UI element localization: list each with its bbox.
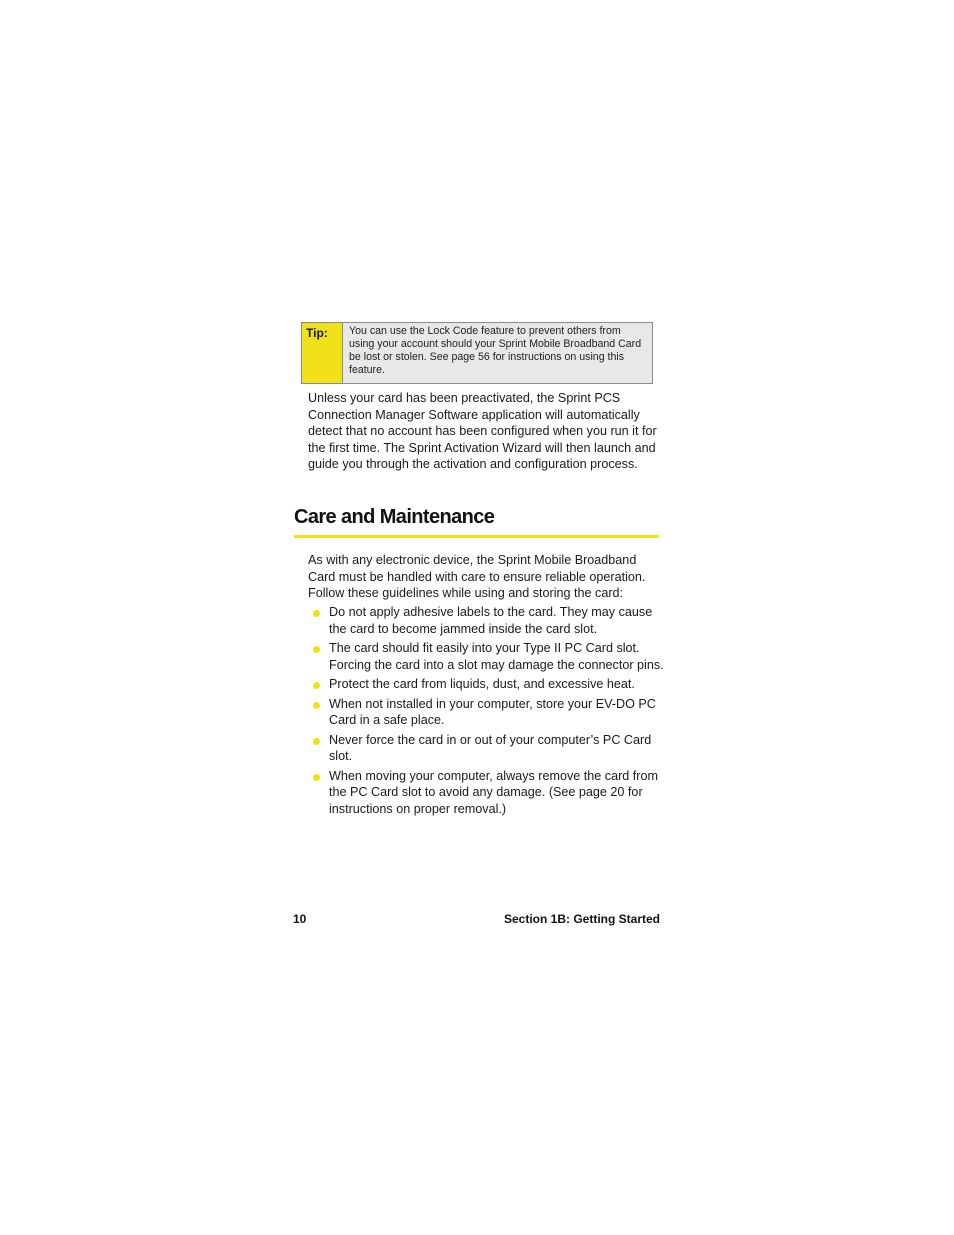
intro-paragraph: Unless your card has been preactivated, the Sprint PCS Connection Manager Software application will automatically detect that no account has been configured when you run it for the first time. The Sprint Activation Wizard will then launch and guide you through the activation and configuration process. bbox=[308, 391, 657, 471]
bullet-icon bbox=[313, 682, 320, 689]
tip-box bbox=[301, 322, 653, 384]
bullet-icon bbox=[313, 774, 320, 781]
bullet-icon bbox=[313, 610, 320, 617]
care-paragraph: As with any electronic device, the Sprint Mobile Broadband Card must be handled with care to ensure reliable operation. Follow these guidelines while using and storing the card: bbox=[308, 553, 646, 600]
section-label: Section 1B: Getting Started bbox=[503, 912, 660, 926]
list-item bbox=[312, 604, 664, 637]
bullet-icon bbox=[313, 702, 320, 709]
list-item bbox=[312, 696, 664, 729]
tip-text: You can use the Lock Code feature to prevent others from using your account should your Sprint Mobile Broadband Card be lost or stolen. See page 56 for instructions on using this feature. bbox=[349, 325, 642, 376]
list-item-text: When not installed in your computer, store your EV-DO PC Card in a safe place. bbox=[329, 696, 656, 727]
list-item bbox=[312, 676, 664, 693]
tip-label: Tip: bbox=[302, 323, 343, 383]
bullet-icon bbox=[313, 646, 320, 653]
list-item-text: The card should fit easily into your Type II PC Card slot. Forcing the card into a slot may damage the connector pins. bbox=[329, 641, 664, 672]
bullet-icon bbox=[313, 738, 320, 745]
list-item-text: Never force the card in or out of your computer’s PC Card slot. bbox=[329, 732, 652, 763]
list-item-text: Do not apply adhesive labels to the card. They may cause the card to become jammed inside the card slot. bbox=[329, 605, 653, 636]
list-item-text: Protect the card from liquids, dust, and excessive heat. bbox=[329, 677, 635, 691]
list-item bbox=[312, 732, 664, 765]
section-heading: Care and Maintenance bbox=[294, 506, 659, 538]
guidelines-list bbox=[312, 604, 664, 820]
list-item-text: When moving your computer, always remove the card from the PC Card slot to avoid any damage. (See page 20 for instructions on proper removal.) bbox=[329, 768, 658, 816]
page-number: 10 bbox=[293, 912, 307, 926]
list-item bbox=[312, 640, 664, 673]
page-footer bbox=[293, 912, 660, 926]
list-item bbox=[312, 768, 664, 818]
